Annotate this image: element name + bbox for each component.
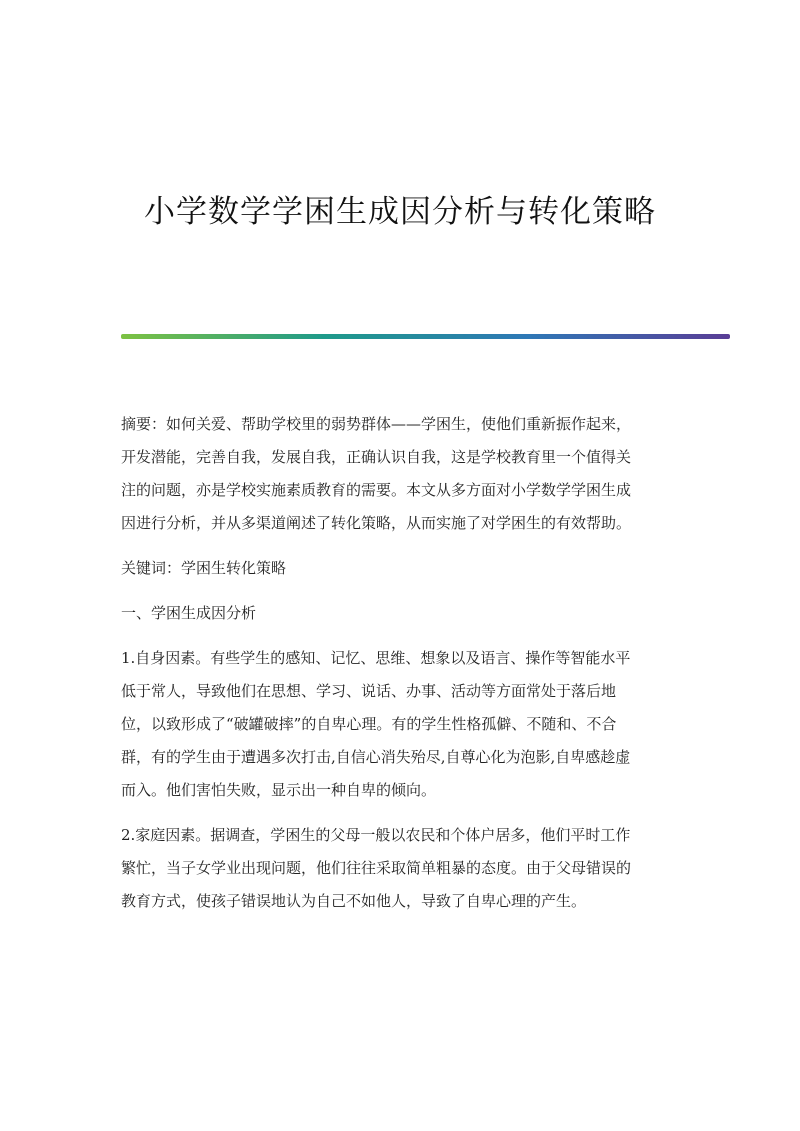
text-line: 开发潜能，完善自我，发展自我，正确认识自我，这是学校教育里一个值得关 bbox=[121, 448, 632, 466]
text-line: 摘要：如何关爱、帮助学校里的弱势群体——学困生，使他们重新振作起来， bbox=[121, 415, 632, 433]
text-line: 2.家庭因素。据调查，学困生的父母一般以农民和个体户居多，他们平时工作 bbox=[121, 826, 631, 844]
title-divider bbox=[121, 334, 730, 339]
text-line: 注的问题，亦是学校实施素质教育的需要。本文从多方面对小学数学学困生成 bbox=[121, 481, 632, 499]
text-line: 1.自身因素。有些学生的感知、记忆、思维、想象以及语言、操作等智能水平 bbox=[121, 649, 631, 667]
paragraph bbox=[121, 642, 681, 807]
paragraph bbox=[121, 408, 681, 540]
text-line: 低于常人，导致他们在思想、学习、说话、办事、活动等方面常处于落后地 bbox=[121, 682, 617, 700]
paragraph bbox=[121, 597, 681, 630]
text-line: 关键词：学困生转化策略 bbox=[121, 559, 287, 577]
text-line: 群，有的学生由于遭遇多次打击,自信心消失殆尽,自尊心化为泡影,自卑感趁虚 bbox=[121, 748, 631, 766]
text-line: 位，以致形成了“破罐破摔”的自卑心理。有的学生性格孤僻、不随和、不合 bbox=[121, 715, 617, 733]
text-line: 因进行分析，并从多渠道阐述了转化策略，从而实施了对学困生的有效帮助。 bbox=[121, 514, 632, 532]
paragraph bbox=[121, 819, 681, 918]
document-title: 小学数学学困生成因分析与转化策略 bbox=[144, 194, 656, 230]
text-line: 一、学困生成因分析 bbox=[121, 604, 257, 622]
text-line: 繁忙，当子女学业出现问题，他们往往采取简单粗暴的态度。由于父母错误的 bbox=[121, 859, 632, 877]
text-line: 而入。他们害怕失败，显示出一种自卑的倾向。 bbox=[121, 781, 437, 799]
paragraph bbox=[121, 552, 681, 585]
document-body bbox=[121, 408, 681, 930]
text-line: 教育方式，使孩子错误地认为自己不如他人，导致了自卑心理的产生。 bbox=[121, 892, 587, 910]
